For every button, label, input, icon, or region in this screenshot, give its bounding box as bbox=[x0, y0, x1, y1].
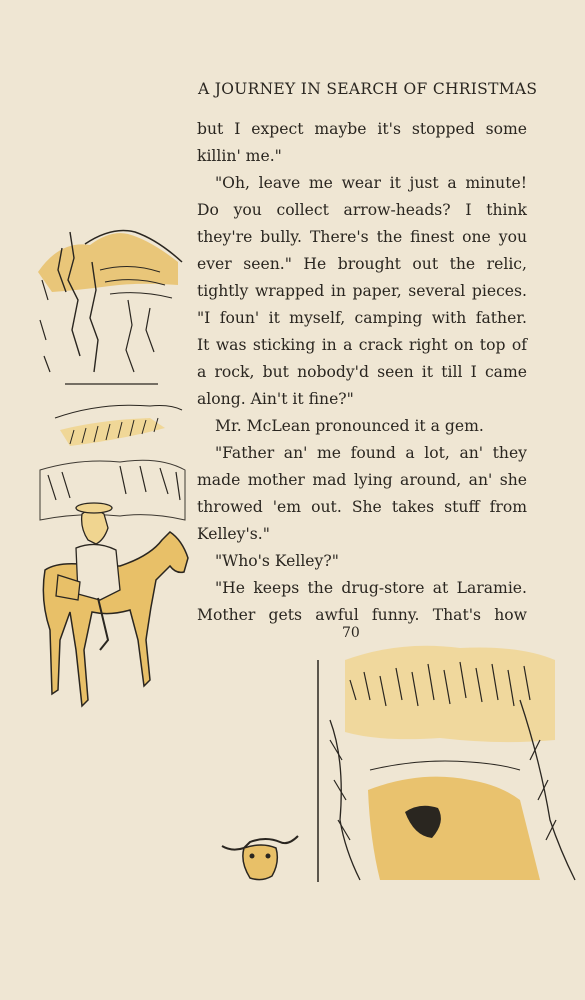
page-number: 70 bbox=[342, 625, 360, 641]
text-line: ever seen." He brought out the relic, bbox=[197, 255, 527, 273]
text-line: killin' me." bbox=[197, 147, 282, 165]
text-line: but I expect maybe it's stopped some bbox=[197, 120, 527, 138]
text-line: throwed 'em out. She takes stuff from bbox=[197, 498, 527, 516]
text-line: Kelley's." bbox=[197, 525, 270, 543]
text-line: along. Ain't it fine?" bbox=[197, 390, 354, 408]
running-head: A JOURNEY IN SEARCH OF CHRISTMAS bbox=[198, 80, 538, 98]
text-line: a rock, but nobody'd seen it till I came bbox=[197, 363, 527, 381]
text-line: Mother gets awful funny. That's how bbox=[197, 606, 527, 624]
text-line: Mr. McLean pronounced it a gem. bbox=[215, 417, 484, 435]
mountain-landscape-vignette bbox=[38, 231, 182, 447]
cattle-skull-illustration bbox=[222, 836, 298, 880]
text-line: "Who's Kelley?" bbox=[215, 552, 339, 570]
text-line: made mother mad lying around, an' she bbox=[197, 471, 527, 489]
text-line: "I foun' it myself, camping with father. bbox=[197, 309, 527, 327]
text-line: "Oh, leave me wear it just a minute! bbox=[215, 174, 527, 192]
body-text bbox=[197, 116, 527, 629]
text-line: tightly wrapped in paper, several pieces. bbox=[197, 282, 527, 300]
text-line: "He keeps the drug-store at Laramie. bbox=[215, 579, 527, 597]
text-line: "Father an' me found a lot, an' they bbox=[215, 444, 527, 462]
canyon-stream-illustration bbox=[318, 646, 575, 882]
text-line: Do you collect arrow-heads? I think bbox=[197, 201, 527, 219]
text-line: It was sticking in a crack right on top of bbox=[197, 336, 527, 354]
text-line: they're bully. There's the finest one you bbox=[197, 228, 527, 246]
cowboy-on-horse-illustration bbox=[40, 460, 188, 706]
